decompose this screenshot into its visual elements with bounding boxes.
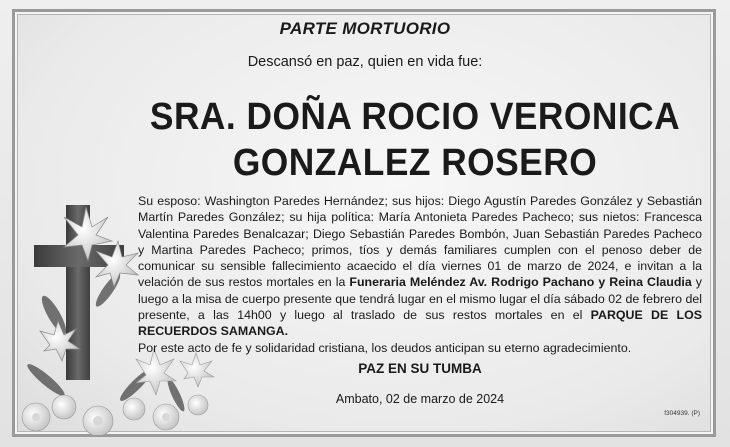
deceased-name xyxy=(127,94,704,186)
funeral-home: Funeraria Meléndez Av. Rodrigo Pachano y Reina Claudia xyxy=(349,275,692,290)
notice-paragraph xyxy=(138,193,702,340)
gratitude-line: Por este acto de fe y solidaridad cristiana, los deudos anticipan su eterno agradecimiento. xyxy=(138,340,632,355)
body-part-2: y luego a la misa de cuerpo presente que tendrá lugar en el mismo lugar el día sábado 02 de febrero del presente, a las 14h00 y luego al traslado de sus restos mortales en el xyxy=(138,275,702,323)
deceased-name-line-2: GONZALEZ ROSERO xyxy=(232,142,598,184)
closing-line: PAZ EN SU TUMBA xyxy=(358,361,482,376)
deceased-name-line-1: SRA. DOÑA ROCIO VERONICA xyxy=(149,96,681,138)
reference-code: f304939. (P) xyxy=(664,410,700,417)
cemetery-name: PARQUE DE LOS RECUERDOS SAMANGA. xyxy=(138,308,702,339)
notice-heading: PARTE MORTUORIO xyxy=(279,19,451,38)
place-date: Ambato, 02 de marzo de 2024 xyxy=(335,392,505,406)
notice-intro: Descansó en paz, quien en vida fue: xyxy=(247,54,483,70)
notice-body xyxy=(138,193,702,356)
body-part-1: Su esposo: Washington Paredes Hernández; sus hijos: Diego Agustín Paredes González y Sebastián Martín Paredes González; su hija política: María Antonieta Paredes Pacheco; sus nietos: Francesca Valentina Paredes Benalcazar; Diego Sebastián Paredes Bombón, Juan Sebastián Paredes Pacheco y Martina Paredes Pacheco; primos, tíos y demás familiares cumplen con el penoso deber de comunicar su sensible fallecimiento acaecido el día viernes 01 de marzo de 2024, e invitan a la velación de sus restos mortales en la xyxy=(138,194,702,290)
